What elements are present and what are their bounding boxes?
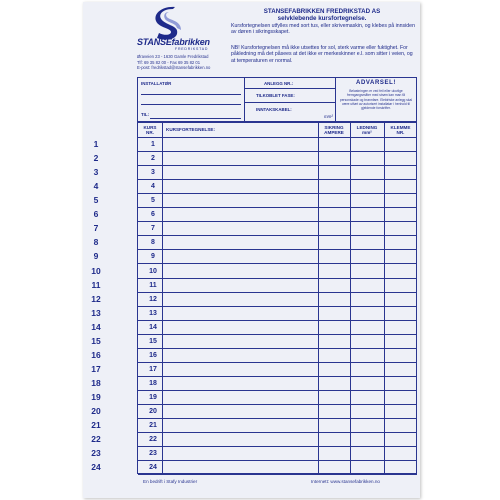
table-row [138,221,417,222]
kurs-number: 6 [151,211,155,219]
col-divider [384,123,385,474]
table-row [138,193,417,194]
kurs-number: 1 [151,141,155,149]
ledning-header [350,125,384,135]
margin-row-number: 8 [93,237,99,248]
margin-row-number: 17 [91,363,101,374]
kurs-number: 24 [149,464,157,472]
margin-row-number: 4 [93,181,99,192]
kursfortegnelse-sheet [83,2,420,498]
margin-row-number: 16 [91,349,101,360]
installator-line[interactable] [141,94,241,95]
address-line: Tlf: 69 35 82 00 - Fax 69 35 82 01 [137,59,201,65]
sikring-header-line: SIKRING [324,125,344,130]
tilkoblet-line[interactable] [245,102,335,103]
installator-line-2[interactable] [141,104,241,105]
kurs-number: 23 [149,450,157,458]
table-row [138,249,417,250]
table-row [138,320,417,321]
table-row [138,179,417,180]
table-row [138,362,417,363]
table-row [138,404,417,405]
kurs-number: 5 [151,197,155,205]
table-row [138,460,417,461]
col-divider [162,123,163,474]
margin-row-number: 7 [93,223,99,234]
kurs-number: 22 [149,436,157,444]
margin-row-number: 21 [91,420,101,431]
kurs-number: 14 [149,323,157,331]
divider [244,78,245,122]
margin-row-number: 10 [91,265,101,276]
table-row [138,278,417,279]
margin-row-number: 6 [93,209,99,220]
kurs-number: 15 [149,337,157,345]
kurs-number: 7 [151,225,155,233]
margin-row-number: 23 [91,448,101,459]
kurs-number: 17 [149,365,157,373]
brand-name: STANSEfabrikken [137,37,210,47]
margin-row-number: 12 [91,293,101,304]
table-row [138,235,417,236]
footer-company: En bedrift i Stafy Industrier [143,479,198,484]
kurs-number: 16 [149,351,157,359]
instructions-text: Kursfortegnelsen utfylles med sort tus, eller skrivemaskin, og klebes på innsiden av døren i sikringsskapet. [231,23,415,36]
margin-row-number: 11 [91,279,101,290]
til-label: TIL: [141,112,150,117]
table-row [138,348,417,349]
kurs-header-line: NR. [146,130,154,136]
kurs-number: 10 [149,267,157,275]
ledning-header-line: LEDNING [356,125,378,130]
margin-row-number: 2 [93,153,99,164]
kurs-number: 13 [149,309,157,317]
table-row [138,446,417,447]
table-row [138,376,417,377]
warning-title: ADVARSEL! [356,80,396,86]
klemme-header-line: NR. [396,130,405,136]
table-row [138,165,417,166]
kurs-number: 19 [149,393,157,401]
sikring-header [318,125,350,135]
address-line: E-post: fredrikstad@stansefabrikken.no [137,65,211,71]
margin-row-number: 15 [91,335,101,346]
table-row [138,390,417,391]
inntak-unit: mm² [324,114,333,119]
kurs-number: 8 [151,239,155,247]
table-row [138,474,417,475]
kurs-number: 20 [149,408,157,415]
margin-row-number: 14 [91,321,101,332]
table-row [138,334,417,335]
kurs-number: 18 [149,379,157,387]
table-row [138,418,417,419]
brand-subtitle: FREDRIKSTAD [175,47,209,51]
margin-row-number: 5 [93,195,99,206]
margin-row-number: 18 [91,377,101,388]
margin-row-number: 3 [93,167,99,178]
header-divider [138,137,417,138]
kurs-number: 2 [151,155,155,163]
margin-row-number: 1 [93,139,99,150]
klemme-header-line: KLEMME [390,125,411,130]
margin-row-number: 24 [91,462,101,473]
kurs-number: 3 [151,169,155,177]
kurs-header-line: KURS [143,125,157,130]
kurs-number: 4 [151,183,155,191]
margin-row-number: 20 [91,406,101,416]
table-row [138,207,417,208]
company-address [137,54,237,71]
installator-label: INSTALLATØR [141,81,172,86]
kurs-header [138,125,162,135]
kurs-number: 9 [151,253,155,261]
anlegg-line[interactable] [245,88,335,89]
sikring-header-line: AMPERE [324,130,344,136]
kurs-number: 12 [149,295,157,303]
kursfortegnelse-header: KURSFORTEGNELSE: [166,127,216,132]
inntakskabel-label: INNTAKSKABEL: [256,107,292,112]
circuit-table [137,122,417,474]
warning-instructions-text: NB! Kursfortegnelsen må ikke utsettes for sol, sterk varme eller fuktighet. For påkledning må det påsees at det ikke er merkeskinner e.l. som sitter i veien, og at temperaturen er normal. [231,45,413,64]
table-row [138,292,417,293]
document-title [227,8,417,22]
margin-row-number: 19 [91,391,101,402]
table-row [138,151,417,152]
table-row [138,306,417,307]
title-line: STANSEFABRIKKEN FREDRIKSTAD AS [263,8,381,15]
warning-text: Belastningen er ved feil eller ulovlige fremgangsmåter med strøm kan man få personskade og brannfare. Elektriske anlegg skal være utført av autorisert installatør i henhold til gjeldende forskrifter. [339,89,413,111]
kurs-number: 21 [149,422,157,430]
margin-row-number: 22 [91,434,101,445]
kurs-number: 11 [149,281,157,289]
klemme-header [384,125,417,135]
col-divider [350,123,351,474]
til-line[interactable] [150,118,241,119]
table-row [138,263,417,264]
anlegg-label: ANLEGG NR.: [264,81,294,86]
margin-row-number: 9 [93,251,99,262]
tilkoblet-fase-label: TILKOBLET FASE: [256,93,295,98]
title-line: selvklebende kursfortegnelse. [277,15,367,22]
ledning-header-line: mm² [362,130,372,136]
margin-row-number: 13 [91,307,101,318]
footer-website: Internett: www.stansefabrikken.no [311,479,380,484]
table-row [138,432,417,433]
col-divider [318,123,319,474]
address-line: Øraveien 23 - 1630 Gamle Fredrikstad [137,54,209,59]
divider [335,78,336,122]
installation-info-box [137,77,417,122]
